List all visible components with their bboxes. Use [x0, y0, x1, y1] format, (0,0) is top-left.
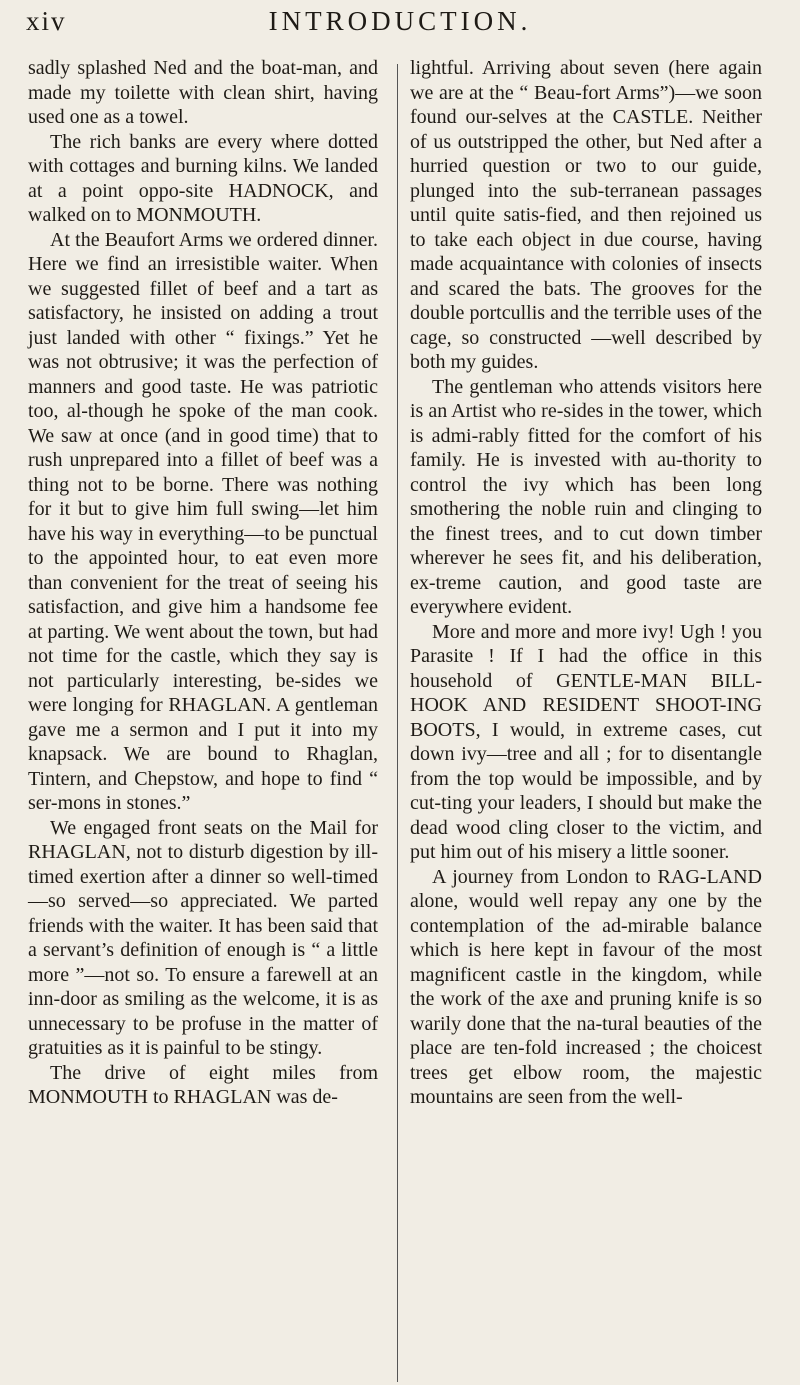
paragraph: More and more and more ivy! Ugh ! you Parasite ! If I had the office in this household of GENTLE-MAN BILL-HOOK AND RESIDENT SHOOT-ING BOOTS, I would, in extreme cases, cut down ivy—tree and all ; for to disentangle from the top would be impossible, and by cut-ting your leaders, I should but make the dead wood cling closer to the victim, and put him out of his misery a little sooner.	[410, 620, 762, 863]
page-number: xiv	[26, 6, 67, 36]
paragraph: A journey from London to RAG-LAND alone, would well repay any one by the contemplation of the ad-mirable balance which is here kept in favour of the most magnificent castle in the kingdom, while the work of the axe and pruning knife is so warily done that the na-tural beauties of the place are ten-fold increased ; the choicest trees get elbow room, the majestic mountains are seen from the well-	[410, 865, 762, 1108]
left-column	[28, 56, 378, 1110]
paragraph: At the Beaufort Arms we ordered dinner. Here we find an irresistible waiter. When we suggested fillet of beef and a tart as satisfactory, he insisted on adding a trout just landed with other “ fixings.” Yet he was not obtrusive; it was the perfection of manners and good taste. He was patriotic too, al-though he spoke of the man cook. We saw at once (and in good time) that to rush unprepared into a fillet of beef was a thing not to be borne. There was nothing for it but to give him full swing—let him have his way in everything—to be punctual to the appointed hour, to eat even more than convenient for the treat of seeing his satisfaction, and give him a handsome fee at parting. We went about the town, but had not time for the castle, which they say is not particularly interesting, be-sides we were longing for RHAGLAN. A gentleman gave me a sermon and I put it into my knapsack. We are bound to Rhaglan, Tintern, and Chepstow, and hope to find “ ser-mons in stones.”	[28, 228, 378, 814]
paragraph: lightful. Arriving about seven (here again we are at the “ Beau-fort Arms”)—we soon found our-selves at the CASTLE. Neither of us outstripped the other, but Ned after a hurried question or two to our guide, plunged into the sub-terranean passages until quite satis-fied, and then rejoined us to take each object in due course, having made acquaintance with colonies of insects and scared the bats. The grooves for the double portcullis and the terrible uses of the cage, so constructed —well described by both my guides.	[410, 57, 762, 373]
running-head: INTRODUCTION.	[268, 6, 532, 36]
page-header	[26, 4, 774, 38]
column-divider	[397, 64, 398, 1382]
paragraph: The gentleman who attends visitors here is an Artist who re-sides in the tower, which is admi-rably fitted for the comfort of his family. He is invested with au-thority to control the ivy which has been long smothering the noble ruin and clinging to the finest trees, and to cut down timber wherever he sees fit, and his deliberation, ex-treme caution, and good taste are everywhere evident.	[410, 375, 762, 618]
paragraph: The rich banks are every where dotted with cottages and burning kilns. We landed at a point oppo-site HADNOCK, and walked on to MONMOUTH.	[28, 130, 378, 226]
paragraph: The drive of eight miles from MONMOUTH to RHAGLAN was de-	[28, 1061, 378, 1108]
right-column	[410, 56, 762, 1110]
paragraph: We engaged front seats on the Mail for RHAGLAN, not to disturb digestion by ill-timed exertion after a dinner so well-timed—so served—so appreciated. We parted friends with the waiter. It has been said that a servant’s definition of enough is “ a little more ”—not so. To ensure a farewell at an inn-door as smiling as the welcome, it is as unnecessary to be profuse in the matter of gratuities as it is painful to be stingy.	[28, 816, 378, 1059]
paragraph: sadly splashed Ned and the boat-man, and made my toilette with clean shirt, having used one as a towel.	[28, 57, 378, 128]
